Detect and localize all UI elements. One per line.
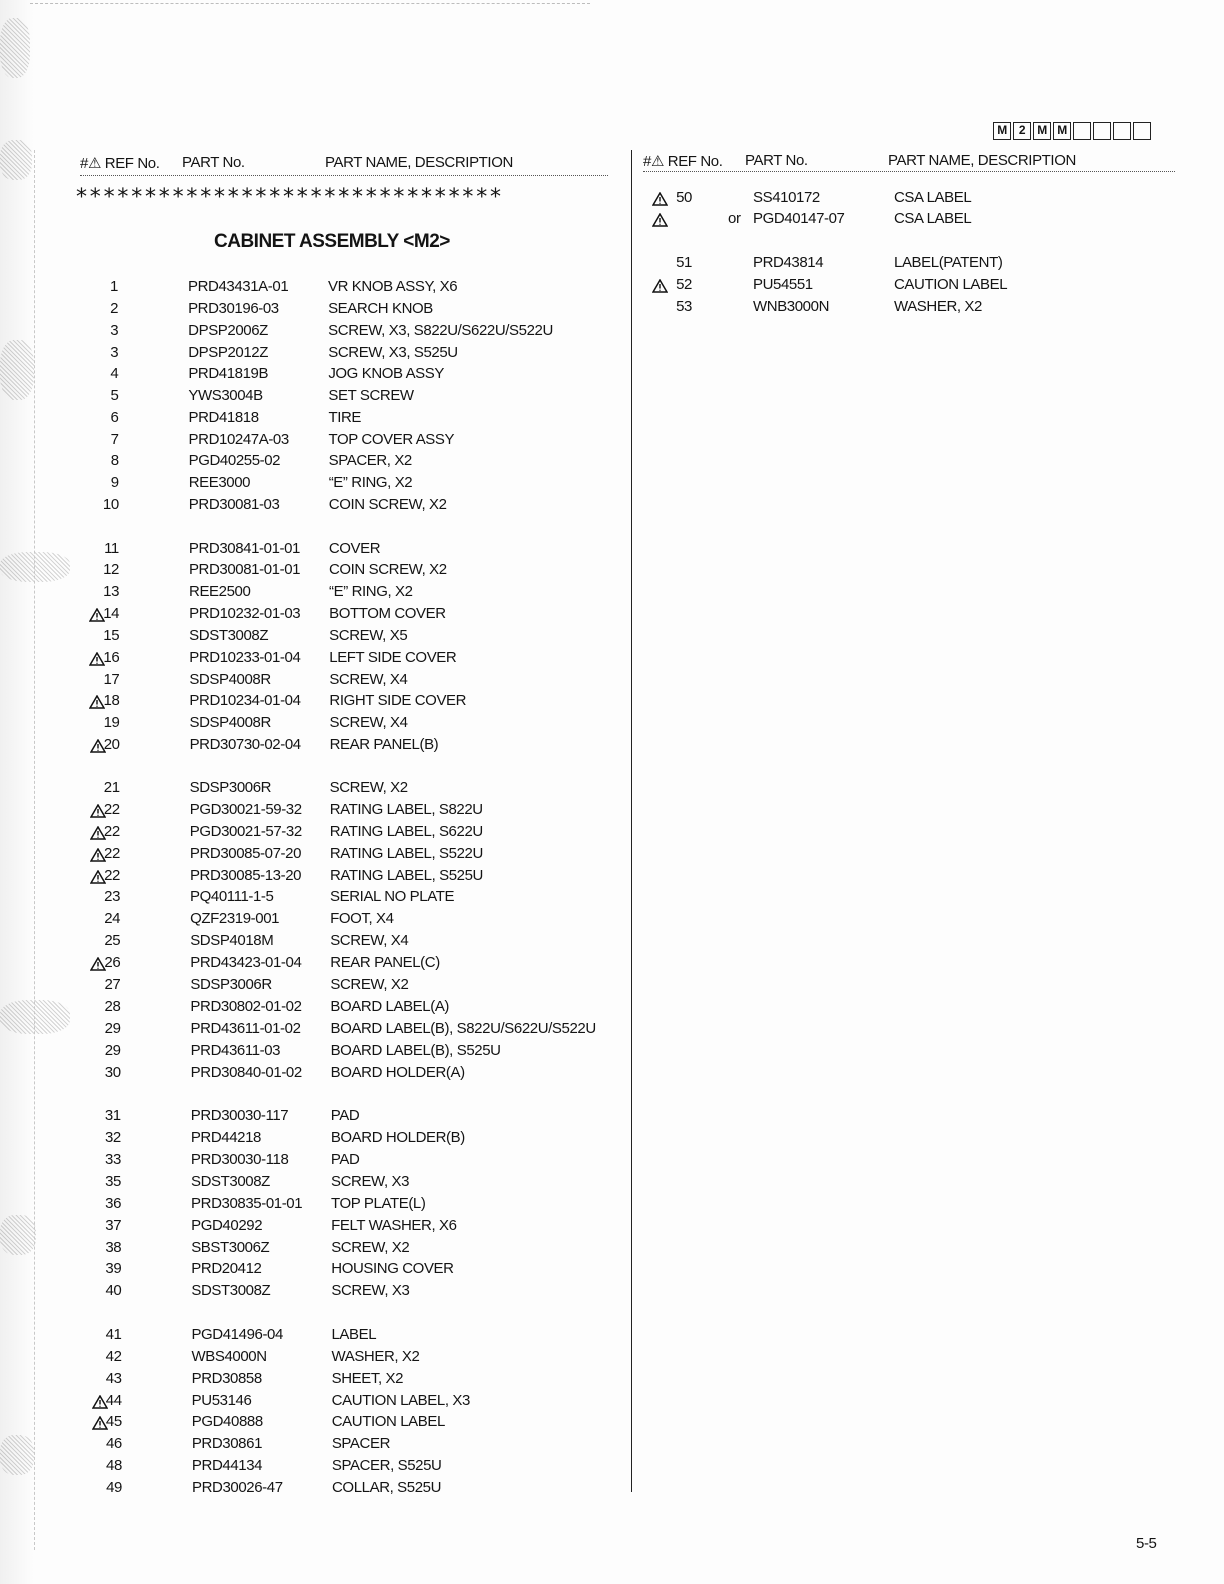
scan-blot [0, 1435, 34, 1475]
part-name: JOG KNOB ASSY [328, 365, 444, 382]
part-name: BOARD HOLDER(A) [330, 1064, 465, 1081]
part-no-header: PART No. [182, 154, 245, 171]
ref-no: 22 [104, 867, 120, 884]
table-row [84, 474, 624, 494]
part-name: BOARD HOLDER(B) [330, 1129, 465, 1146]
part-name: SCREW, X4 [329, 714, 408, 731]
left-parts-table [84, 0, 624, 1584]
part-name: SCREW, X3, S822U/S622U/S522U [328, 322, 553, 339]
ref-no: 11 [104, 540, 119, 557]
table-row [84, 409, 624, 429]
ref-no: 50 [676, 189, 692, 206]
part-name: WASHER, X2 [331, 1348, 420, 1365]
part-no: YWS3004B [188, 387, 263, 404]
ref-no: 1 [110, 278, 118, 295]
part-no: PRD30196-03 [188, 300, 279, 317]
model-code-box: M [1053, 122, 1071, 140]
ref-no: 27 [104, 976, 121, 993]
part-name: SCREW, X2 [330, 976, 409, 993]
ref-no: 41 [105, 1326, 122, 1343]
asterisk-separator: ******************************* [76, 185, 504, 210]
ref-no: 7 [110, 431, 119, 448]
table-row [650, 210, 1190, 230]
part-name: PAD [330, 1151, 360, 1168]
part-no: SS410172 [753, 189, 820, 206]
ref-no: 17 [103, 671, 120, 688]
scan-blot [0, 1215, 36, 1255]
part-no: PRD43423-01-04 [190, 954, 302, 971]
part-name: “E” RING, X2 [328, 474, 413, 491]
ref-no: 40 [105, 1282, 122, 1299]
part-no: PRD30841-01-01 [188, 540, 301, 557]
ref-no: 2 [110, 300, 119, 317]
ref-no: 20 [103, 736, 120, 753]
part-name: CAUTION LABEL [894, 276, 1008, 293]
part-name: TOP PLATE(L) [331, 1195, 426, 1212]
table-row [84, 344, 624, 364]
part-name: LABEL(PATENT) [894, 254, 1003, 271]
part-no: PU53146 [191, 1392, 252, 1409]
part-no: PRD43814 [753, 254, 824, 271]
ref-no: 49 [106, 1479, 122, 1496]
table-row [650, 254, 1190, 274]
table-row [84, 1479, 624, 1499]
table-row [84, 671, 624, 691]
part-no: REE2500 [189, 583, 251, 600]
ref-no-header: #⚠ REF No. [80, 155, 160, 172]
part-name: BOARD LABEL(A) [330, 998, 450, 1015]
ref-no: 30 [104, 1064, 121, 1081]
ref-no: 52 [676, 276, 692, 293]
ref-no: 22 [103, 801, 120, 818]
part-name: CAUTION LABEL [331, 1413, 445, 1430]
table-row [84, 649, 624, 669]
table-row [84, 1129, 624, 1149]
table-row [84, 692, 624, 712]
ref-no: 9 [110, 474, 119, 491]
ref-no: 13 [103, 583, 120, 600]
table-row [84, 888, 624, 908]
ref-no: 12 [103, 561, 119, 578]
part-no: SDSP3006R [190, 976, 272, 993]
part-no: SDST3008Z [189, 627, 269, 644]
part-no: WNB3000N [753, 298, 829, 315]
part-no: PRD30085-13-20 [189, 867, 302, 884]
table-row [84, 1064, 624, 1084]
scan-edge-shadow [0, 0, 34, 1584]
table-row [84, 736, 624, 756]
ref-no: 32 [104, 1129, 121, 1146]
part-name: SCREW, X3 [331, 1282, 410, 1299]
part-name: SPACER, S525U [331, 1457, 442, 1474]
part-name: SPACER, X2 [328, 452, 412, 469]
part-no: REE3000 [188, 474, 251, 491]
part-no: PRD30085-07-20 [189, 845, 302, 862]
table-row [84, 1217, 624, 1237]
ref-no: 24 [104, 910, 121, 927]
part-no: PRD43611-03 [190, 1042, 281, 1059]
part-name: PAD [330, 1107, 360, 1124]
ref-no: 45 [105, 1413, 122, 1430]
part-no: QZF2319-001 [190, 910, 280, 927]
part-no: PRD10233-01-04 [189, 649, 301, 666]
table-row [84, 365, 624, 385]
table-row [84, 1239, 624, 1259]
ref-no: 31 [104, 1107, 121, 1124]
part-name: SEARCH KNOB [328, 300, 433, 317]
part-name: CAUTION LABEL, X3 [331, 1392, 470, 1409]
part-name: FELT WASHER, X6 [331, 1217, 457, 1234]
table-row [84, 823, 624, 843]
part-no: SDSP4018M [190, 932, 274, 949]
table-row [84, 976, 624, 996]
part-name: VR KNOB ASSY, X6 [328, 278, 458, 295]
ref-no: 22 [103, 823, 120, 840]
ref-no: 48 [106, 1457, 122, 1474]
ref-no: 8 [110, 452, 119, 469]
table-row [84, 1260, 624, 1280]
part-name: SCREW, X2 [331, 1239, 410, 1256]
part-no-header: PART No. [745, 152, 808, 169]
table-row [84, 1042, 624, 1062]
part-name: COLLAR, S525U [332, 1479, 442, 1496]
part-name: BOARD LABEL(B), S822U/S622U/S522U [330, 1020, 596, 1037]
part-name: COVER [328, 540, 381, 557]
ref-no: 6 [110, 409, 119, 426]
table-row [650, 189, 1190, 209]
part-no: PGD40292 [191, 1217, 263, 1234]
ref-no-header: #⚠ REF No. [643, 153, 723, 170]
table-row [84, 801, 624, 821]
part-no: PGD30021-59-32 [189, 801, 302, 818]
ref-no: 21 [103, 779, 120, 796]
scan-blot [0, 340, 34, 400]
part-name: BOTTOM COVER [329, 605, 446, 622]
table-row [84, 1413, 624, 1433]
ref-no: 38 [105, 1239, 122, 1256]
part-name: WASHER, X2 [894, 298, 982, 315]
ref-no: 19 [103, 714, 120, 731]
table-row [84, 583, 624, 603]
ref-no: 23 [104, 888, 121, 905]
ref-no: 43 [105, 1370, 122, 1387]
ref-no: 29 [104, 1042, 121, 1059]
section-title: CABINET ASSEMBLY <M2> [214, 231, 450, 252]
part-name: HOUSING COVER [331, 1260, 454, 1277]
model-code-box: M [993, 122, 1011, 140]
ref-no: 36 [105, 1195, 122, 1212]
part-name: SET SCREW [328, 387, 414, 404]
column-divider [631, 150, 632, 1492]
ref-no: 51 [676, 254, 692, 271]
table-row [84, 605, 624, 625]
ref-no: 29 [104, 1020, 121, 1037]
table-row [84, 1151, 624, 1171]
part-name: LEFT SIDE COVER [329, 649, 457, 666]
ref-no: 22 [104, 845, 120, 862]
part-name: RIGHT SIDE COVER [329, 692, 467, 709]
part-name: CSA LABEL [894, 210, 972, 227]
table-row [84, 1326, 624, 1346]
part-no: PU54551 [753, 276, 813, 293]
part-name: RATING LABEL, S525U [329, 867, 483, 884]
part-no: PRD30081-03 [188, 496, 280, 513]
table-row [84, 300, 624, 320]
table-row [84, 1020, 624, 1040]
ref-no: 37 [105, 1217, 122, 1234]
ref-no: 46 [105, 1435, 122, 1452]
ref-no: 28 [104, 998, 121, 1015]
ref-no: 3 [110, 344, 119, 361]
ref-no: 5 [110, 387, 119, 404]
model-code-box: M [1033, 122, 1051, 140]
part-no: PRD10232-01-03 [189, 605, 301, 622]
ref-no: 39 [105, 1260, 122, 1277]
table-row [84, 387, 624, 407]
table-row [84, 278, 624, 298]
ref-no: 15 [103, 627, 120, 644]
part-no: SDST3008Z [191, 1282, 271, 1299]
part-name: RATING LABEL, S622U [329, 823, 483, 840]
ref-no: 35 [105, 1173, 121, 1190]
part-no: PRD30030-117 [190, 1107, 289, 1124]
table-row [84, 867, 624, 887]
part-no: SDSP4008R [189, 671, 271, 688]
table-row [650, 276, 1190, 296]
table-row [84, 1370, 624, 1390]
part-no: PGD41496-04 [191, 1326, 283, 1343]
part-name: TOP COVER ASSY [328, 431, 455, 448]
table-row [84, 627, 624, 647]
table-row [84, 779, 624, 799]
part-name: SCREW, X4 [329, 671, 408, 688]
table-row [84, 910, 624, 930]
part-no: PRD30835-01-01 [191, 1195, 303, 1212]
part-no: PRD41819B [188, 365, 269, 382]
table-row [84, 1435, 624, 1455]
ref-no: 53 [676, 298, 692, 315]
part-no: PGD40255-02 [188, 452, 281, 469]
part-no: PRD30861 [191, 1435, 263, 1452]
part-no: PRD30030-118 [190, 1151, 289, 1168]
part-no: PRD30858 [191, 1370, 262, 1387]
part-no: PGD30021-57-32 [189, 823, 302, 840]
part-no: SBST3006Z [191, 1239, 270, 1256]
part-no: DPSP2006Z [188, 322, 268, 339]
ref-no: 14 [103, 605, 120, 622]
part-name: SCREW, X4 [330, 932, 409, 949]
scan-blot [0, 18, 30, 78]
part-name: SPACER [331, 1435, 390, 1452]
table-row [84, 452, 624, 472]
part-no: PRD43431A-01 [188, 278, 289, 295]
part-no: PRD30730-02-04 [189, 736, 301, 753]
ref-no: 26 [104, 954, 121, 971]
table-row [84, 998, 624, 1018]
part-no: PRD10247A-03 [188, 431, 289, 448]
part-no: PRD43611-01-02 [190, 1020, 301, 1037]
table-row [84, 845, 624, 865]
table-row [84, 540, 624, 560]
ref-no: 10 [102, 496, 119, 513]
part-name: RATING LABEL, S522U [329, 845, 483, 862]
ref-no: 18 [103, 692, 120, 709]
ref-no: 42 [105, 1348, 122, 1365]
table-row [84, 1107, 624, 1127]
part-name: TIRE [328, 409, 362, 426]
model-code-box: 2 [1013, 122, 1031, 140]
ref-no: 25 [104, 932, 121, 949]
part-name: CSA LABEL [894, 189, 972, 206]
scan-edge-line [34, 150, 35, 1550]
table-row [84, 714, 624, 734]
part-no: SDST3008Z [190, 1173, 270, 1190]
part-name-header: PART NAME, DESCRIPTION [888, 152, 1076, 169]
part-name: REAR PANEL(B) [329, 736, 439, 753]
part-no: PGD40888 [191, 1413, 263, 1430]
table-row [84, 322, 624, 342]
part-no: DPSP2012Z [188, 344, 269, 361]
table-row [84, 932, 624, 952]
part-no: PRD30802-01-02 [190, 998, 302, 1015]
part-name: RATING LABEL, S822U [329, 801, 483, 818]
part-name: COIN SCREW, X2 [328, 561, 447, 578]
page-number: 5-5 [1136, 1535, 1157, 1552]
part-name-header: PART NAME, DESCRIPTION [325, 154, 513, 171]
part-no: PRD30081-01-01 [188, 561, 301, 578]
part-name: SERIAL NO PLATE [330, 888, 455, 905]
part-no: WBS4000N [191, 1348, 267, 1365]
table-row [84, 561, 624, 581]
table-row [84, 1392, 624, 1412]
part-no: PRD44134 [191, 1457, 263, 1474]
right-parts-table [650, 0, 1190, 1584]
ref-no: 33 [105, 1151, 121, 1168]
part-name: FOOT, X4 [330, 910, 394, 927]
table-row [84, 496, 624, 516]
part-no: PRD10234-01-04 [189, 692, 301, 709]
table-row [84, 1282, 624, 1302]
part-no: PQ40111-1-5 [190, 888, 274, 905]
part-no: PRD30026-47 [192, 1479, 283, 1496]
part-name: “E” RING, X2 [329, 583, 413, 600]
part-name: LABEL [331, 1326, 377, 1343]
table-row [650, 298, 1190, 318]
table-row [84, 431, 624, 451]
part-name: COIN SCREW, X2 [328, 496, 447, 513]
table-row [84, 1348, 624, 1368]
table-row [84, 1173, 624, 1193]
part-no: PRD41818 [188, 409, 259, 426]
scan-blot [0, 552, 70, 582]
part-name: SHEET, X2 [331, 1370, 404, 1387]
part-no: PGD40147-07 [753, 210, 845, 227]
part-name: BOARD LABEL(B), S525U [330, 1042, 501, 1059]
part-no: PRD44218 [190, 1129, 261, 1146]
part-no: SDSP4008R [189, 714, 271, 731]
part-name: SCREW, X3 [330, 1173, 410, 1190]
part-no: SDSP3006R [189, 779, 272, 796]
alternative-or: or [728, 210, 741, 227]
part-name: SCREW, X3, S525U [328, 344, 458, 361]
ref-no: 4 [110, 365, 119, 382]
part-name: REAR PANEL(C) [330, 954, 440, 971]
part-name: SCREW, X5 [329, 627, 408, 644]
ref-no: 16 [103, 649, 120, 666]
table-row [84, 954, 624, 974]
ref-no: 44 [105, 1392, 122, 1409]
part-name: SCREW, X2 [329, 779, 408, 796]
table-row [84, 1457, 624, 1477]
table-row [84, 1195, 624, 1215]
part-no: PRD30840-01-02 [190, 1064, 302, 1081]
scan-blot [0, 1000, 70, 1034]
scan-blot [0, 140, 32, 180]
ref-no: 3 [110, 322, 119, 339]
part-no: PRD20412 [191, 1260, 262, 1277]
